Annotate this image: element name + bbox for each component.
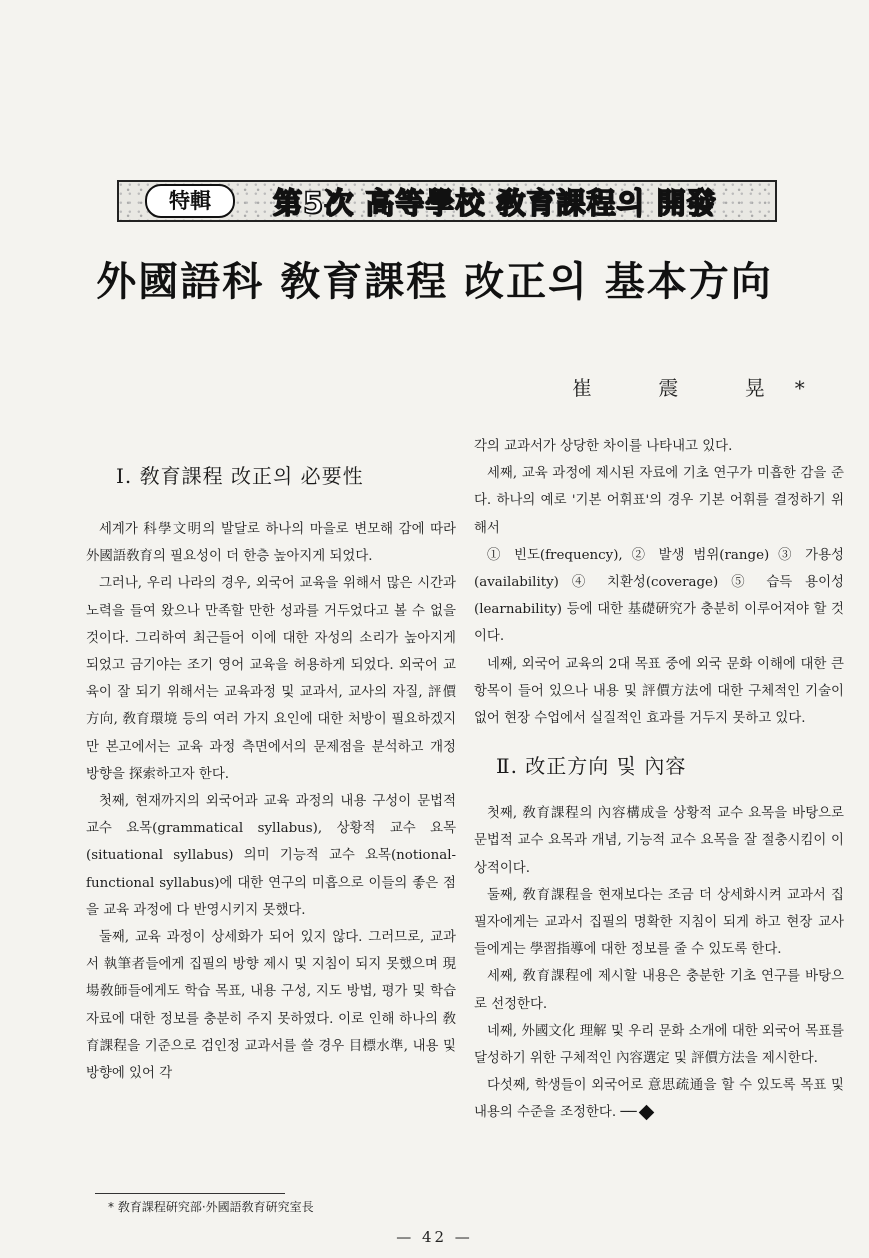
paragraph: 각의 교과서가 상당한 차이를 나타내고 있다. — [474, 439, 733, 454]
footnote-divider — [95, 1193, 285, 1194]
right-column — [474, 433, 844, 1127]
end-mark-icon — [638, 1105, 654, 1121]
special-feature-banner — [117, 180, 777, 222]
paragraph: 둘째, 敎育課程을 현재보다는 조금 더 상세화시켜 교과서 집필자에게는 교과서 집필의 명확한 지침이 되게 하고 현장 교사들에게는 學習指導에 대한 정보를 줄 수 있도록 한다. — [474, 887, 844, 958]
article-title: 外國語科 敎育課程 改正의 基本方向 — [96, 258, 773, 305]
page-number: — 42 — — [396, 1228, 473, 1246]
section-heading-2: Ⅱ. 改正方向 및 內容 — [496, 754, 687, 779]
feature-series-title: 第5次 高等學校 敎育課程의 開發 — [273, 185, 717, 220]
paragraph-last — [474, 1072, 844, 1126]
left-column — [86, 462, 456, 1087]
paragraph: 첫째, 敎育課程의 內容構成을 상황적 교수 요목을 바탕으로 문법적 교수 요목과 개념, 기능적 교수 요목을 잘 절충시킴이 이상적이다. — [474, 806, 844, 876]
paragraph: 세째, 교육 과정에 제시된 자료에 기초 연구가 미흡한 감을 준다. 하나의 예로 '기본 어휘표'의 경우 기본 어휘를 결정하기 위해서 — [474, 466, 844, 536]
feature-tag: 特輯 — [145, 184, 235, 218]
paragraph: 그러나, 우리 나라의 경우, 외국어 교육을 위해서 많은 시간과 노력을 들여 왔으나 만족할 만한 성과를 거두었다고 볼 수 없을 것이다. 그리하여 최근들어 이에 대한 자성의 소리가 높아지게 되었고 금기야는 조기 영어 교육을 허용하게 되었다. 외국어 교육이 잘 되기 위해서는 교육과정 및 교과서, 교사의 자질, 評價方向, 敎育環境 등의 여러 가지 요인에 대한 처방이 필요하겠지만 본고에서는 교육 과정 측면에서의 문제점을 분석하고 개정 방향을 探索하고자 한다. — [86, 576, 456, 782]
author-footnote: * 敎育課程硏究部·外國語敎育硏究室長 — [108, 1200, 314, 1214]
paragraph: ① 빈도(frequency), ② 발생 범위(range) ③ 가용성(availability) ④ 치환성(coverage) ⑤ 습득 용이성(learnability) 등에 대한 基礎硏究가 충분히 이루어져야 할 것이다. — [474, 547, 844, 645]
paragraph: 둘째, 교육 과정이 상세화가 되어 있지 않다. 그러므로, 교과서 執筆者들에게 집필의 방향 제시 및 지침이 되지 못했으며 現場敎師들에게도 학습 목표, 내용 구성, 지도 방법, 평가 및 학습 자료에 대한 정보를 충분히 주지 못하였다. 이로 인해 하나의 敎育課程을 기준으로 검인정 교과서를 쓸 경우 目標水準, 내용 및 방향에 있어 각 — [86, 930, 456, 1082]
paragraph: 세째, 敎育課程에 제시할 내용은 충분한 기초 연구를 바탕으로 선정한다. — [474, 969, 844, 1012]
paragraph: 첫째, 현재까지의 외국어과 교육 과정의 내용 구성이 문법적 교수 요목(grammatical syllabus), 상황적 교수 요목(situational syllabus) 의미 기능적 교수 요목(notional-functional syllabus)에 대한 연구의 미흡으로 이들의 좋은 점을 교육 과정에 다 반영시키지 못했다. — [86, 794, 456, 918]
paragraph: 세계가 科學文明의 발달로 하나의 마을로 변모해 감에 따라 外國語敎育의 필요성이 더 한층 높아지게 되었다. — [86, 522, 456, 565]
article-author: 崔 震 晃* — [572, 376, 835, 400]
section-heading-1: Ⅰ. 敎育課程 改正의 必要性 — [116, 464, 364, 488]
paragraph-last-text: 다섯째, 학생들이 외국어로 意思疏通을 할 수 있도록 목표 및 내용의 수준을 조정한다. ── — [474, 1078, 844, 1121]
paragraph: 네째, 외국어 교육의 2대 목표 중에 외국 문화 이해에 대한 큰 항목이 들어 있으나 내용 및 評價方法에 대한 구체적인 기술이 없어 현장 수업에서 실질적인 효과를 거두지 못하고 있다. — [474, 656, 844, 727]
paragraph: 네째, 外國文化 理解 및 우리 문화 소개에 대한 외국어 목표를 달성하기 위한 구체적인 內容選定 및 評價方法을 제시한다. — [474, 1023, 844, 1067]
